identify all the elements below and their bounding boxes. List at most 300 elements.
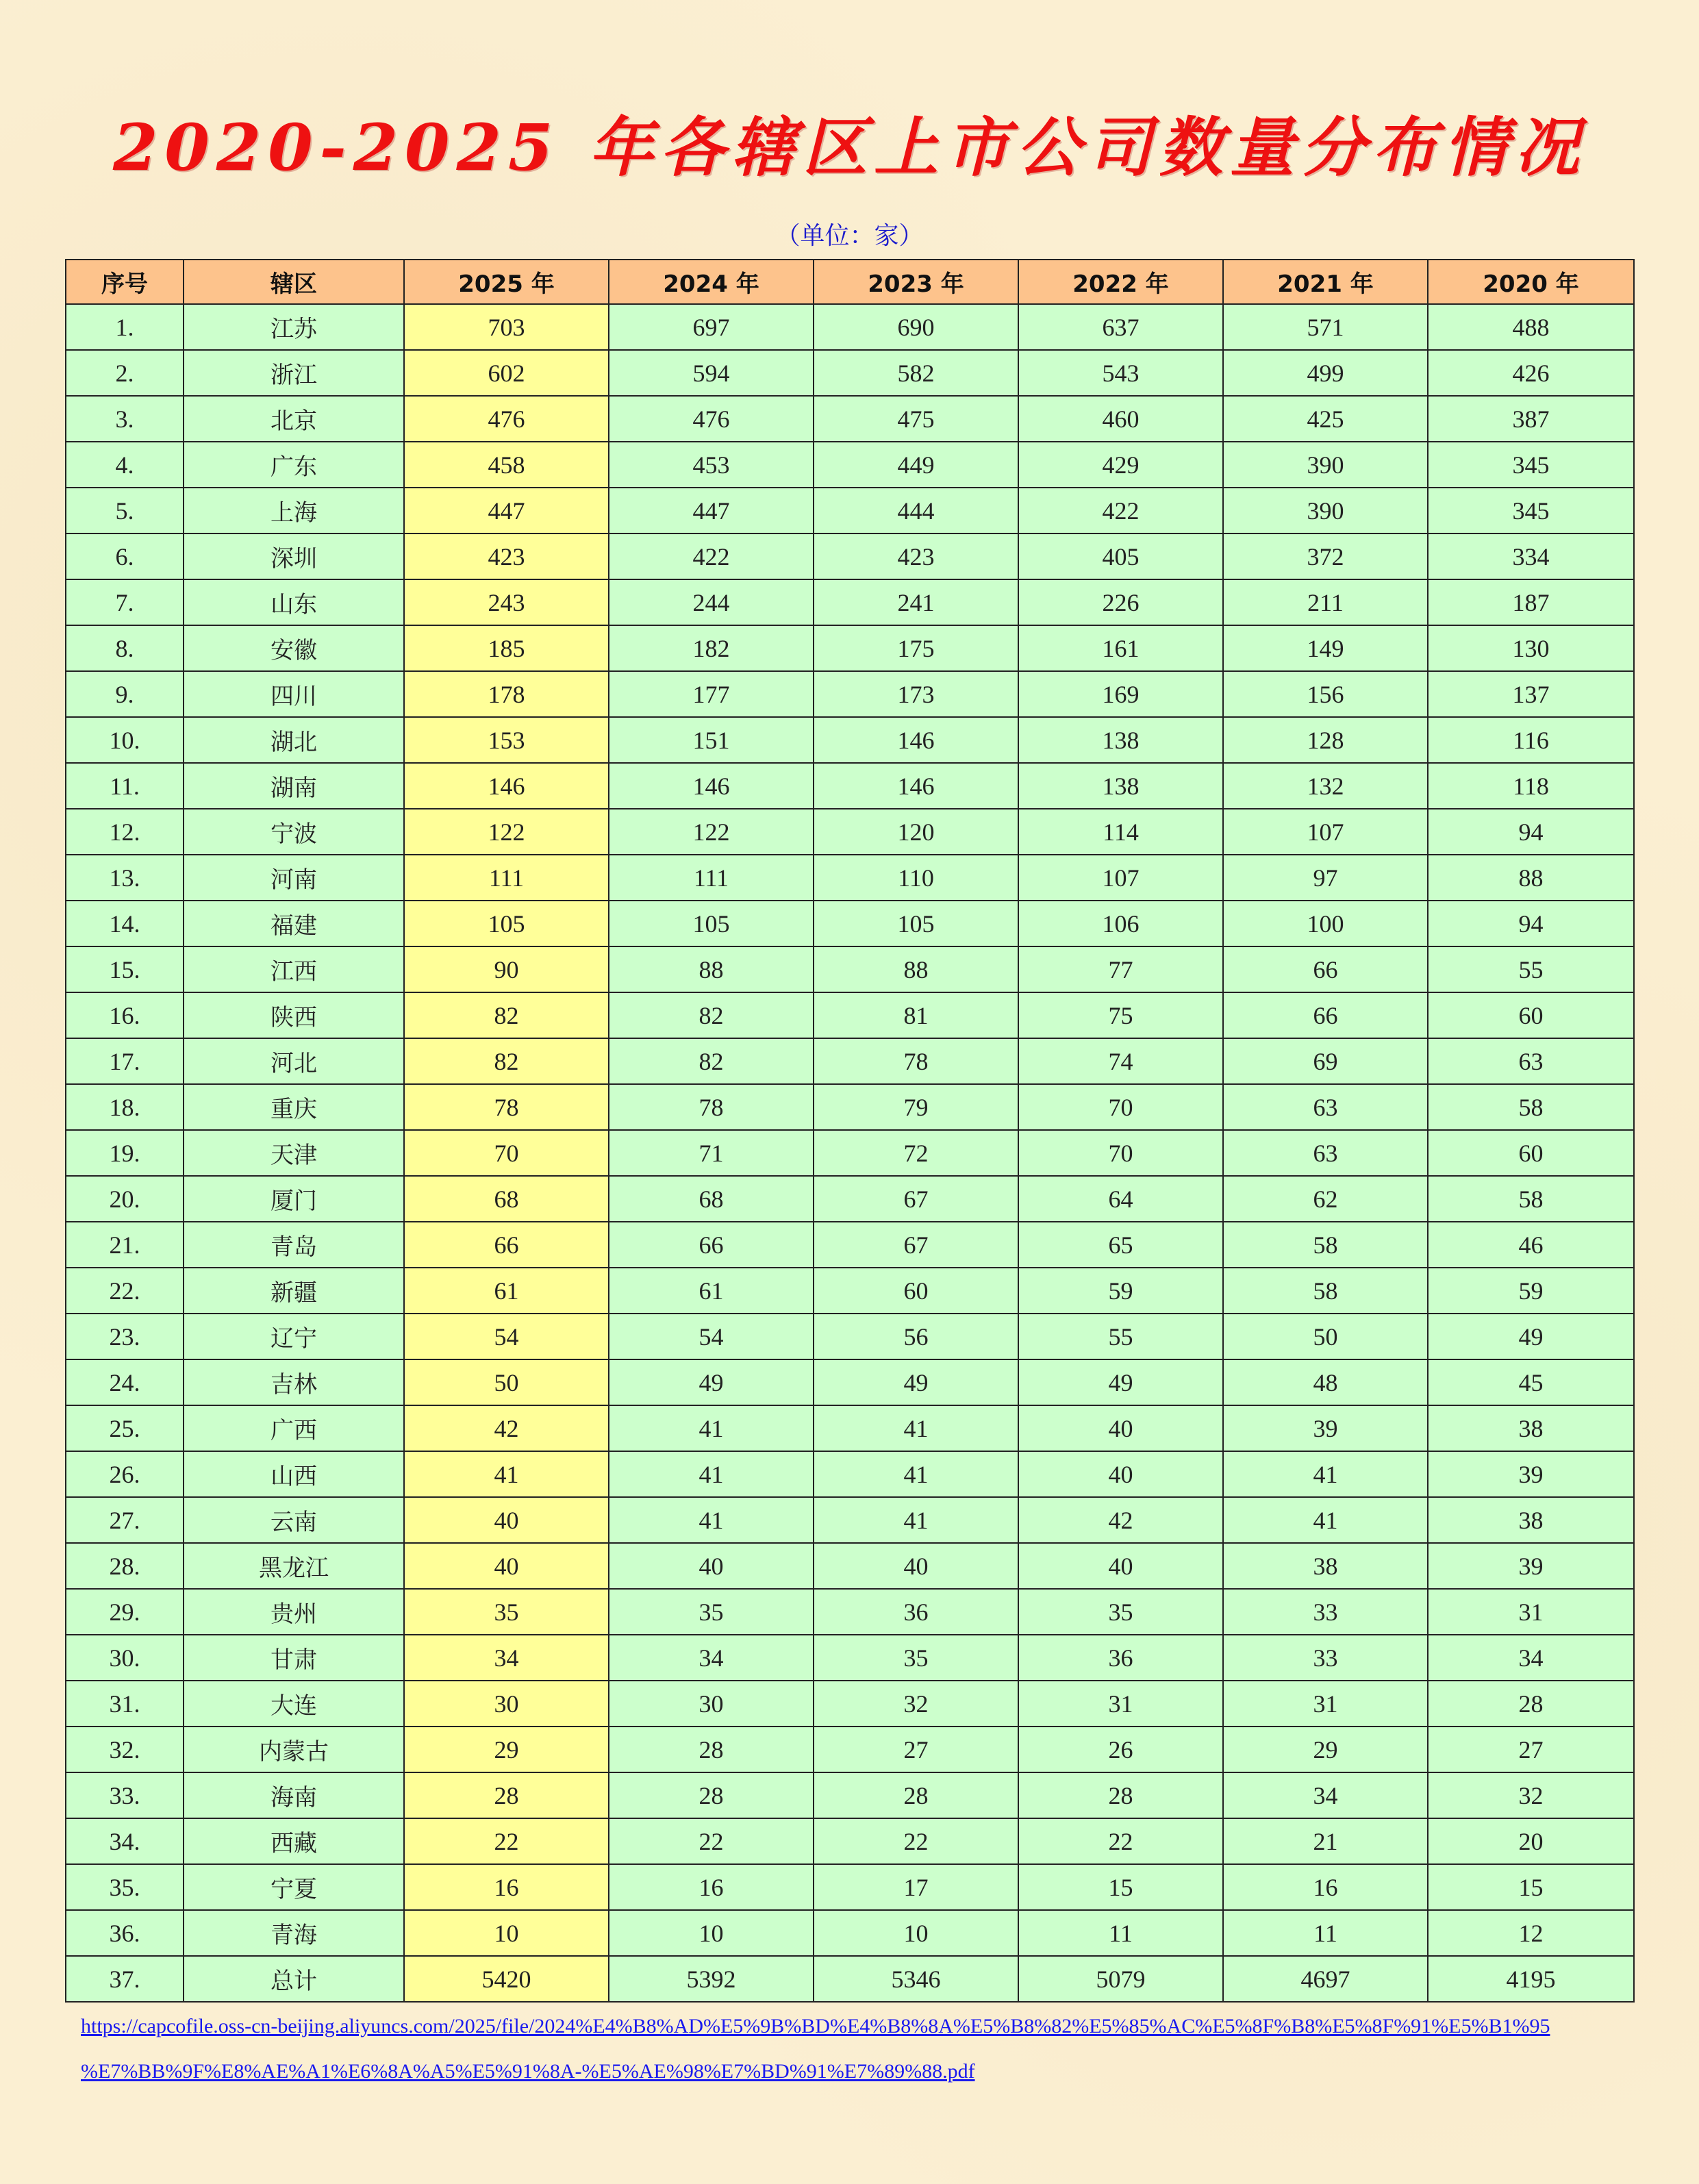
table-row (66, 1451, 1634, 1497)
header-2021: 2021 年 (1223, 260, 1428, 304)
table-row (66, 946, 1634, 992)
table-row (66, 442, 1634, 488)
cell-2021: 29 (1223, 1727, 1428, 1772)
cell-2021: 149 (1223, 625, 1428, 671)
cell-2020: 45 (1428, 1359, 1634, 1405)
cell-2025: 111 (404, 855, 609, 901)
table-row (66, 1543, 1634, 1589)
cell-index: 31. (66, 1681, 184, 1727)
cell-2022: 36 (1018, 1635, 1223, 1681)
cell-2023: 146 (814, 717, 1018, 763)
cell-index: 20. (66, 1176, 184, 1222)
cell-2023: 444 (814, 488, 1018, 534)
cell-region: 湖北 (184, 717, 404, 763)
cell-2022: 22 (1018, 1818, 1223, 1864)
cell-2024: 78 (609, 1084, 814, 1130)
table-row (66, 1910, 1634, 1956)
cell-2020: 31 (1428, 1589, 1634, 1635)
cell-2025: 82 (404, 1038, 609, 1084)
cell-2024: 35 (609, 1589, 814, 1635)
table-row (66, 901, 1634, 946)
header-2023: 2023 年 (814, 260, 1018, 304)
cell-2020: 345 (1428, 442, 1634, 488)
cell-2025: 34 (404, 1635, 609, 1681)
cell-2022: 226 (1018, 579, 1223, 625)
cell-2025: 90 (404, 946, 609, 992)
cell-2020: 426 (1428, 350, 1634, 396)
cell-2023: 10 (814, 1910, 1018, 1956)
cell-2021: 50 (1223, 1314, 1428, 1359)
cell-region: 总计 (184, 1956, 404, 2002)
cell-2024: 28 (609, 1727, 814, 1772)
cell-region: 四川 (184, 671, 404, 717)
cell-index: 6. (66, 534, 184, 579)
cell-2023: 28 (814, 1772, 1018, 1818)
cell-2022: 75 (1018, 992, 1223, 1038)
table-row (66, 809, 1634, 855)
cell-2024: 61 (609, 1268, 814, 1314)
cell-index: 2. (66, 350, 184, 396)
cell-2023: 49 (814, 1359, 1018, 1405)
cell-2020: 94 (1428, 901, 1634, 946)
cell-2020: 60 (1428, 1130, 1634, 1176)
cell-region: 浙江 (184, 350, 404, 396)
header-2024: 2024 年 (609, 260, 814, 304)
cell-2024: 594 (609, 350, 814, 396)
cell-2020: 345 (1428, 488, 1634, 534)
cell-region: 内蒙古 (184, 1727, 404, 1772)
cell-2023: 56 (814, 1314, 1018, 1359)
cell-2021: 31 (1223, 1681, 1428, 1727)
cell-2023: 41 (814, 1451, 1018, 1497)
cell-2022: 429 (1018, 442, 1223, 488)
cell-2024: 28 (609, 1772, 814, 1818)
cell-2020: 118 (1428, 763, 1634, 809)
cell-2023: 449 (814, 442, 1018, 488)
cell-region: 广东 (184, 442, 404, 488)
cell-2022: 5079 (1018, 1956, 1223, 2002)
cell-2024: 5392 (609, 1956, 814, 2002)
cell-2024: 41 (609, 1497, 814, 1543)
cell-2024: 88 (609, 946, 814, 992)
cell-2022: 65 (1018, 1222, 1223, 1268)
cell-2022: 40 (1018, 1451, 1223, 1497)
cell-index: 29. (66, 1589, 184, 1635)
cell-2023: 41 (814, 1497, 1018, 1543)
cell-2023: 40 (814, 1543, 1018, 1589)
cell-index: 3. (66, 396, 184, 442)
cell-2020: 59 (1428, 1268, 1634, 1314)
cell-region: 海南 (184, 1772, 404, 1818)
table-row (66, 625, 1634, 671)
cell-2025: 146 (404, 763, 609, 809)
cell-index: 11. (66, 763, 184, 809)
cell-2025: 122 (404, 809, 609, 855)
cell-2021: 390 (1223, 442, 1428, 488)
cell-region: 广西 (184, 1405, 404, 1451)
table-row (66, 350, 1634, 396)
cell-region: 江西 (184, 946, 404, 992)
table-row (66, 1176, 1634, 1222)
cell-region: 上海 (184, 488, 404, 534)
cell-2020: 49 (1428, 1314, 1634, 1359)
table-row (66, 1864, 1634, 1910)
table-row (66, 1727, 1634, 1772)
cell-2024: 476 (609, 396, 814, 442)
cell-2023: 32 (814, 1681, 1018, 1727)
cell-2020: 130 (1428, 625, 1634, 671)
cell-2022: 49 (1018, 1359, 1223, 1405)
cell-2020: 334 (1428, 534, 1634, 579)
cell-2025: 68 (404, 1176, 609, 1222)
cell-2020: 116 (1428, 717, 1634, 763)
cell-region: 重庆 (184, 1084, 404, 1130)
cell-2021: 390 (1223, 488, 1428, 534)
cell-2025: 40 (404, 1497, 609, 1543)
cell-2020: 187 (1428, 579, 1634, 625)
table-row (66, 1956, 1634, 2002)
cell-2022: 106 (1018, 901, 1223, 946)
table-row (66, 1222, 1634, 1268)
cell-region: 深圳 (184, 534, 404, 579)
cell-2021: 571 (1223, 304, 1428, 350)
table-row (66, 671, 1634, 717)
cell-2020: 137 (1428, 671, 1634, 717)
cell-2023: 146 (814, 763, 1018, 809)
cell-2021: 372 (1223, 534, 1428, 579)
cell-index: 5. (66, 488, 184, 534)
cell-2020: 4195 (1428, 1956, 1634, 2002)
cell-index: 15. (66, 946, 184, 992)
cell-index: 1. (66, 304, 184, 350)
cell-region: 吉林 (184, 1359, 404, 1405)
cell-2025: 16 (404, 1864, 609, 1910)
table-row (66, 579, 1634, 625)
cell-2024: 66 (609, 1222, 814, 1268)
cell-2023: 120 (814, 809, 1018, 855)
cell-2021: 66 (1223, 946, 1428, 992)
cell-2020: 39 (1428, 1451, 1634, 1497)
cell-index: 21. (66, 1222, 184, 1268)
cell-region: 云南 (184, 1497, 404, 1543)
cell-region: 山西 (184, 1451, 404, 1497)
cell-2021: 38 (1223, 1543, 1428, 1589)
cell-2025: 5420 (404, 1956, 609, 2002)
cell-2025: 42 (404, 1405, 609, 1451)
cell-2023: 175 (814, 625, 1018, 671)
cell-2024: 177 (609, 671, 814, 717)
cell-2025: 29 (404, 1727, 609, 1772)
cell-2023: 22 (814, 1818, 1018, 1864)
cell-2022: 35 (1018, 1589, 1223, 1635)
cell-2020: 46 (1428, 1222, 1634, 1268)
cell-2023: 67 (814, 1176, 1018, 1222)
cell-index: 9. (66, 671, 184, 717)
table-row (66, 1497, 1634, 1543)
table-row (66, 1818, 1634, 1864)
cell-2024: 122 (609, 809, 814, 855)
table-row (66, 855, 1634, 901)
cell-2020: 63 (1428, 1038, 1634, 1084)
cell-2023: 36 (814, 1589, 1018, 1635)
table-row (66, 1589, 1634, 1635)
cell-2021: 16 (1223, 1864, 1428, 1910)
cell-2020: 488 (1428, 304, 1634, 350)
table-row (66, 488, 1634, 534)
cell-index: 33. (66, 1772, 184, 1818)
cell-2023: 35 (814, 1635, 1018, 1681)
cell-2022: 543 (1018, 350, 1223, 396)
cell-index: 4. (66, 442, 184, 488)
cell-2022: 15 (1018, 1864, 1223, 1910)
cell-index: 19. (66, 1130, 184, 1176)
cell-2022: 107 (1018, 855, 1223, 901)
cell-2025: 50 (404, 1359, 609, 1405)
table-row (66, 1772, 1634, 1818)
cell-2024: 697 (609, 304, 814, 350)
cell-index: 32. (66, 1727, 184, 1772)
cell-2025: 447 (404, 488, 609, 534)
cell-index: 13. (66, 855, 184, 901)
table-row (66, 1359, 1634, 1405)
cell-2020: 55 (1428, 946, 1634, 992)
cell-2025: 185 (404, 625, 609, 671)
cell-2024: 30 (609, 1681, 814, 1727)
cell-2022: 138 (1018, 763, 1223, 809)
cell-2020: 39 (1428, 1543, 1634, 1589)
table-row (66, 1268, 1634, 1314)
cell-2020: 15 (1428, 1864, 1634, 1910)
table-row (66, 1635, 1634, 1681)
cell-2021: 132 (1223, 763, 1428, 809)
cell-2023: 475 (814, 396, 1018, 442)
cell-region: 青海 (184, 1910, 404, 1956)
cell-2020: 38 (1428, 1497, 1634, 1543)
listed-companies-table (65, 259, 1635, 2003)
cell-region: 厦门 (184, 1176, 404, 1222)
cell-2023: 110 (814, 855, 1018, 901)
cell-region: 河北 (184, 1038, 404, 1084)
cell-2025: 28 (404, 1772, 609, 1818)
cell-2023: 41 (814, 1405, 1018, 1451)
cell-2025: 54 (404, 1314, 609, 1359)
cell-2022: 161 (1018, 625, 1223, 671)
cell-2024: 10 (609, 1910, 814, 1956)
cell-2022: 422 (1018, 488, 1223, 534)
page-title: 2020-2025 年各辖区上市公司数量分布情况 (113, 110, 1586, 186)
cell-2025: 66 (404, 1222, 609, 1268)
cell-2022: 55 (1018, 1314, 1223, 1359)
cell-2025: 423 (404, 534, 609, 579)
header-region: 辖区 (184, 260, 404, 304)
cell-2021: 69 (1223, 1038, 1428, 1084)
cell-2023: 79 (814, 1084, 1018, 1130)
cell-2021: 41 (1223, 1451, 1428, 1497)
cell-2023: 173 (814, 671, 1018, 717)
cell-2024: 182 (609, 625, 814, 671)
cell-2020: 28 (1428, 1681, 1634, 1727)
cell-region: 天津 (184, 1130, 404, 1176)
cell-2022: 11 (1018, 1910, 1223, 1956)
cell-2021: 107 (1223, 809, 1428, 855)
header-2020: 2020 年 (1428, 260, 1634, 304)
cell-2024: 105 (609, 901, 814, 946)
cell-2022: 114 (1018, 809, 1223, 855)
cell-2021: 58 (1223, 1268, 1428, 1314)
cell-2020: 20 (1428, 1818, 1634, 1864)
cell-region: 宁夏 (184, 1864, 404, 1910)
cell-2023: 78 (814, 1038, 1018, 1084)
cell-region: 新疆 (184, 1268, 404, 1314)
table-row (66, 1681, 1634, 1727)
cell-2020: 94 (1428, 809, 1634, 855)
source-link-line-2[interactable]: %E7%BB%9F%E8%AE%A1%E6%8A%A5%E5%91%8A-%E5%AE%98%E7%BD%91%E7%89%88.pdf (81, 2060, 975, 2083)
cell-index: 12. (66, 809, 184, 855)
cell-2025: 70 (404, 1130, 609, 1176)
table-row (66, 304, 1634, 350)
source-link-line-1[interactable]: https://capcofile.oss-cn-beijing.aliyuncs.com/2025/file/2024%E4%B8%AD%E5%9B%BD%E4%B8%8A%E5%B8%82%E5%85%AC%E5%8F%B8%E5%8F%91%E5%B1%95 (81, 2015, 1550, 2037)
table-row (66, 1130, 1634, 1176)
cell-region: 江苏 (184, 304, 404, 350)
cell-index: 7. (66, 579, 184, 625)
cell-2025: 178 (404, 671, 609, 717)
cell-2023: 27 (814, 1727, 1018, 1772)
cell-2025: 476 (404, 396, 609, 442)
cell-2020: 60 (1428, 992, 1634, 1038)
cell-2024: 244 (609, 579, 814, 625)
cell-index: 27. (66, 1497, 184, 1543)
cell-region: 宁波 (184, 809, 404, 855)
cell-region: 安徽 (184, 625, 404, 671)
cell-2023: 582 (814, 350, 1018, 396)
cell-2020: 34 (1428, 1635, 1634, 1681)
cell-2025: 22 (404, 1818, 609, 1864)
cell-2025: 703 (404, 304, 609, 350)
cell-2022: 26 (1018, 1727, 1223, 1772)
cell-2024: 16 (609, 1864, 814, 1910)
cell-2023: 105 (814, 901, 1018, 946)
cell-2021: 63 (1223, 1130, 1428, 1176)
cell-region: 北京 (184, 396, 404, 442)
cell-2020: 27 (1428, 1727, 1634, 1772)
cell-region: 福建 (184, 901, 404, 946)
cell-2025: 602 (404, 350, 609, 396)
cell-index: 36. (66, 1910, 184, 1956)
cell-index: 28. (66, 1543, 184, 1589)
header-2022: 2022 年 (1018, 260, 1223, 304)
cell-2025: 10 (404, 1910, 609, 1956)
cell-2021: 39 (1223, 1405, 1428, 1451)
cell-2022: 460 (1018, 396, 1223, 442)
cell-2022: 138 (1018, 717, 1223, 763)
cell-index: 25. (66, 1405, 184, 1451)
cell-2021: 48 (1223, 1359, 1428, 1405)
table-row (66, 717, 1634, 763)
cell-2024: 111 (609, 855, 814, 901)
cell-2024: 447 (609, 488, 814, 534)
cell-2020: 38 (1428, 1405, 1634, 1451)
cell-2021: 211 (1223, 579, 1428, 625)
cell-2020: 88 (1428, 855, 1634, 901)
cell-2022: 31 (1018, 1681, 1223, 1727)
cell-2025: 78 (404, 1084, 609, 1130)
cell-2021: 33 (1223, 1589, 1428, 1635)
cell-index: 34. (66, 1818, 184, 1864)
cell-2021: 63 (1223, 1084, 1428, 1130)
cell-2021: 97 (1223, 855, 1428, 901)
cell-2022: 28 (1018, 1772, 1223, 1818)
cell-region: 陕西 (184, 992, 404, 1038)
table-row (66, 534, 1634, 579)
cell-2024: 34 (609, 1635, 814, 1681)
header-2025: 2025 年 (404, 260, 609, 304)
cell-index: 23. (66, 1314, 184, 1359)
table-row (66, 1405, 1634, 1451)
cell-2021: 62 (1223, 1176, 1428, 1222)
cell-2020: 32 (1428, 1772, 1634, 1818)
cell-2024: 68 (609, 1176, 814, 1222)
cell-2021: 33 (1223, 1635, 1428, 1681)
cell-2023: 88 (814, 946, 1018, 992)
cell-region: 黑龙江 (184, 1543, 404, 1589)
cell-2021: 11 (1223, 1910, 1428, 1956)
cell-region: 贵州 (184, 1589, 404, 1635)
cell-2024: 40 (609, 1543, 814, 1589)
cell-2023: 60 (814, 1268, 1018, 1314)
cell-2022: 405 (1018, 534, 1223, 579)
cell-2021: 41 (1223, 1497, 1428, 1543)
cell-2025: 153 (404, 717, 609, 763)
table-header-row (66, 260, 1634, 304)
cell-2022: 169 (1018, 671, 1223, 717)
cell-2025: 40 (404, 1543, 609, 1589)
cell-2021: 66 (1223, 992, 1428, 1038)
header-index: 序号 (66, 260, 184, 304)
cell-2023: 5346 (814, 1956, 1018, 2002)
cell-2021: 128 (1223, 717, 1428, 763)
cell-2022: 70 (1018, 1084, 1223, 1130)
cell-2021: 58 (1223, 1222, 1428, 1268)
cell-2025: 82 (404, 992, 609, 1038)
cell-2025: 105 (404, 901, 609, 946)
cell-2023: 17 (814, 1864, 1018, 1910)
cell-index: 22. (66, 1268, 184, 1314)
cell-2022: 59 (1018, 1268, 1223, 1314)
cell-2020: 12 (1428, 1910, 1634, 1956)
cell-2022: 74 (1018, 1038, 1223, 1084)
cell-region: 西藏 (184, 1818, 404, 1864)
cell-2024: 82 (609, 1038, 814, 1084)
cell-2025: 41 (404, 1451, 609, 1497)
cell-index: 35. (66, 1864, 184, 1910)
cell-2020: 387 (1428, 396, 1634, 442)
cell-2024: 22 (609, 1818, 814, 1864)
cell-2023: 423 (814, 534, 1018, 579)
cell-2024: 71 (609, 1130, 814, 1176)
cell-2023: 72 (814, 1130, 1018, 1176)
table-row (66, 396, 1634, 442)
cell-2023: 81 (814, 992, 1018, 1038)
cell-2022: 70 (1018, 1130, 1223, 1176)
cell-2024: 82 (609, 992, 814, 1038)
table-row (66, 763, 1634, 809)
cell-2025: 243 (404, 579, 609, 625)
cell-2024: 146 (609, 763, 814, 809)
cell-index: 18. (66, 1084, 184, 1130)
cell-2021: 425 (1223, 396, 1428, 442)
table-row (66, 1314, 1634, 1359)
cell-2025: 61 (404, 1268, 609, 1314)
